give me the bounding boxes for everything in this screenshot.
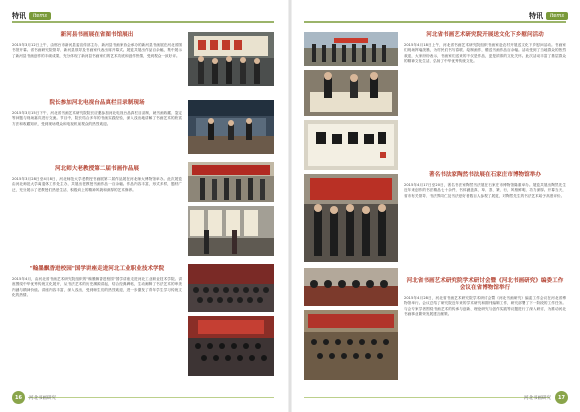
footer-rule	[28, 397, 274, 398]
right-article-2	[404, 172, 566, 199]
photo-calligraphy-event	[188, 32, 274, 86]
right-article-3	[404, 278, 566, 318]
photo-conference-hall	[304, 310, 398, 380]
article-body: 2015年3月28日至4月8日，河北师范大学老教授书画展第二届作品展在河北师大博物馆举办。此次展览由河北师范大学离退休工作处主办，共展出老教授书画作品一百余幅。作品内容丰富，形式多样，题材广泛，充分展示了老教授们热爱生活、积极向上的精神风貌和深厚的艺术修养。	[12, 177, 182, 192]
photo-exhibition-opening	[188, 162, 274, 202]
photo-calligraphy-scroll	[304, 120, 398, 170]
article-body: 2015年4月，由河北省书画艺术研究院组织的"翰墨飘香进校园"国学讲座走进河北工业职业技术学院。讲座围绕中华优秀传统文化展开，从书法艺术的历史渊源讲起，结合经典碑帖，生动阐释了书法艺术的审美内涵与精神价值。讲座内容丰富，深入浅出，受到师生们的热烈欢迎，进一步激发了青年学生学习传统文化的热情。	[12, 277, 182, 298]
photo-tv-studio	[188, 100, 274, 154]
section-label: 特讯	[529, 12, 543, 20]
article-title: 新河县书画展在省图书馆展出	[60, 32, 134, 38]
photo-lecture-hall	[188, 316, 274, 376]
article-4	[12, 266, 182, 299]
page-number: 17	[555, 391, 568, 404]
photo-countryside-group	[304, 32, 398, 66]
magazine-name: 河北书画研究	[524, 395, 551, 401]
article-body: 2015年4月17日至20日，著名书法家陶然书法展在石家庄市博物馆隆重举办。展览共展出陶然先生近年来创作的书法精品七十余件，书体涵盖真、草、隶、篆、行，风格鲜明，功力深厚。开幕当天，省市有关领导、书法界同仁及书法爱好者数百人参观了展览，对陶然先生的书法艺术给予高度评价。	[404, 183, 566, 198]
right-page	[290, 0, 580, 412]
header-rule	[12, 21, 274, 23]
footer-rule	[304, 397, 550, 398]
section-tag: Items	[546, 12, 568, 20]
article-2	[12, 100, 182, 127]
right-folio	[520, 391, 568, 404]
photo-exhibition-visitors	[188, 206, 274, 256]
article-1	[12, 32, 182, 59]
article-title: 河北省书画艺术研究院开展送文化下乡慰问活动	[426, 32, 544, 38]
article-3	[12, 166, 182, 193]
article-title: 河北省书画艺术研究院学术研讨会暨《河北书画研究》编委工作会议在省博物馆举行	[406, 278, 564, 291]
photo-lecture-audience	[188, 264, 274, 312]
section-label: 特讯	[12, 12, 26, 20]
article-body: 2015年4月28日，河北省书画艺术研究院学术研讨会暨《河北书画研究》编委工作会议在河北省博物馆举行。会议总结了研究院近年来的学术研究和期刊编辑工作，研究部署了下一阶段的工作任务。与会专家学者围绕书画艺术的传承与创新、理论研究与创作实践等议题进行了深入研讨，为推动河北书画事业繁荣发展建言献策。	[404, 296, 566, 317]
magazine-name: 河北书画研究	[29, 395, 56, 401]
photo-writing-calligraphy	[304, 70, 398, 116]
article-title: 著名书法家陶然书法展在石家庄市博物馆举办	[429, 172, 541, 178]
photo-exhibition-group	[304, 174, 398, 262]
article-body: 2015年3月15日下午，河北省书画艺术研究院院长应邀参加河北电视台品真栏目录制，就书画收藏、鉴定等问题与现场嘉宾进行交流。节目中，院长结合多年的书画实践经验，深入浅出地讲解了书画艺术的欣赏方法和收藏知识，受到现场观众和电视机前观众的热烈欢迎。	[12, 111, 182, 126]
left-folio	[12, 391, 60, 404]
article-title: "翰墨飘香进校园"国学讲座走进河北工业职业技术学院	[29, 266, 165, 272]
section-tag: Items	[29, 12, 51, 20]
article-title: 河北师大老教授第二届书画作品展	[55, 166, 139, 172]
article-title: 院长参加河北电视台品真栏目录制现场	[49, 100, 145, 106]
page-number: 16	[12, 391, 25, 404]
article-body: 2015年4月18日上午，河北省书画艺术研究院组织书画家赴农村开展送文化下乡慰问活动。书画家们现场挥毫泼墨，为村民们书写春联、绘制画作，赠送书画作品百余幅。活动受到了当地群众的热烈欢迎，大家纷纷表示，书画家们送来的不仅是作品，更是浓浓的文化关怀。此次活动丰富了基层群众的精神文化生活，弘扬了中华优秀传统文化。	[404, 43, 566, 64]
article-body: 2015年3月12日上午，由邢台市新河县委宣传部主办、新河县书画家协会承办的新河县书画展在河北省图书馆开幕。省书画研究院领导、新河县领导及书画家代表出席开幕式。展览共展出作品百余幅，集中展示了新河县书画创作的丰硕成果，充分体现了新河县书画家们的艺术功底和创作热情，受到观众一致好评。	[12, 43, 182, 58]
right-article-1	[404, 32, 566, 65]
photo-seminar-table	[304, 268, 398, 306]
header-rule	[304, 21, 566, 23]
